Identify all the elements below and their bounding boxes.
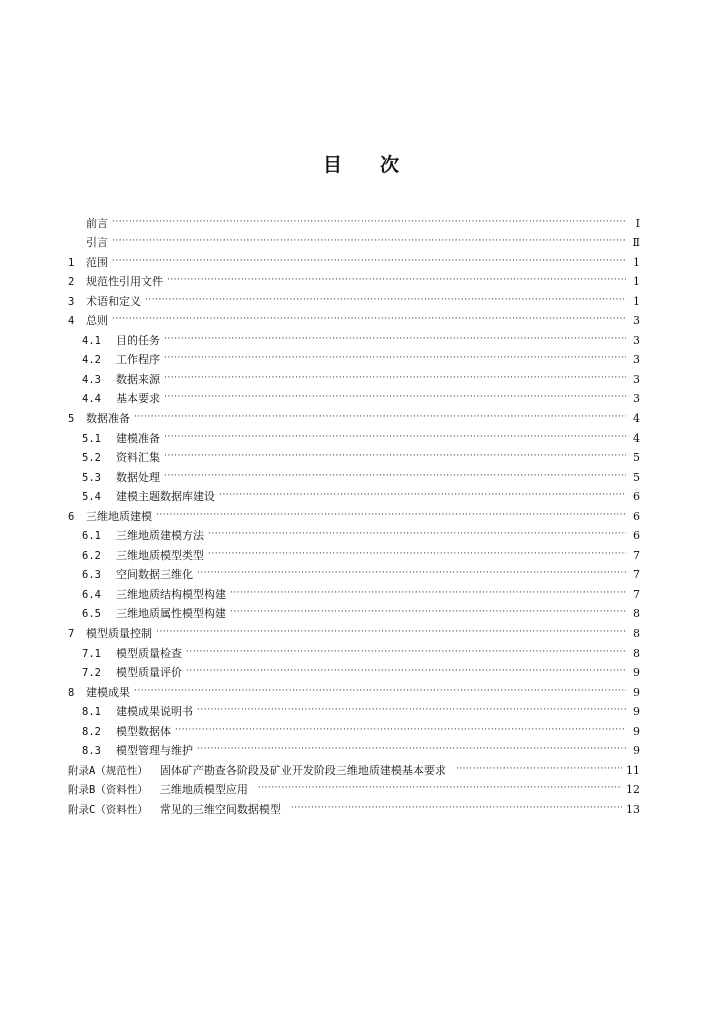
toc-dot-leader [164,371,626,385]
toc-entry-label: 前言 [86,216,108,230]
toc-entry-number: 5.1 [82,432,101,445]
toc-entry-number: 8 [68,686,75,699]
toc-dot-leader [164,430,626,444]
toc-dot-leader [186,664,626,678]
toc-entry-page: 3 [633,392,640,406]
toc-entry-number: 6.5 [82,608,101,621]
toc-entry-label: 建模成果说明书 [116,705,193,719]
toc-entry-page: 9 [633,685,640,699]
toc-entry[interactable] [68,543,640,563]
toc-entry-page: Ⅰ [635,216,640,230]
toc-entry[interactable] [68,211,640,231]
toc-entry-page: 1 [633,255,640,269]
toc-dot-leader [134,410,626,424]
toc-entry-page: 3 [633,333,640,347]
toc-entry-page: 3 [633,314,640,328]
toc-entry[interactable] [68,641,640,661]
toc-entry[interactable] [68,289,640,309]
toc-dot-leader [134,684,626,698]
toc-entry-label: 工作程序 [116,353,160,367]
toc-dot-leader [197,703,626,717]
toc-dot-leader [186,645,626,659]
toc-entry-number: 附录A（规范性） [68,764,148,777]
toc-entry[interactable] [68,406,640,426]
toc-entry-label: 建模准备 [116,431,160,445]
toc-entry[interactable] [68,250,640,270]
toc-entry[interactable] [68,446,640,466]
toc-dot-leader [208,527,626,541]
toc-entry[interactable] [68,348,640,368]
toc-entry-number: 4 [68,315,75,328]
toc-entry-label: 数据处理 [116,470,160,484]
toc-entry-label: 三维地质建模方法 [116,529,204,543]
toc-entry-label: 术语和定义 [86,294,141,308]
toc-entry-label: 模型质量检查 [116,646,182,660]
toc-entry-number: 5.3 [82,471,101,484]
toc-title-char-1: 目 [322,154,344,176]
toc-entry-label: 三维地质建模 [86,509,152,523]
toc-entry-number: 6.3 [82,569,101,582]
toc-dot-leader [456,762,622,776]
toc-entry-page: 11 [626,763,640,777]
toc-entry-label: 三维地质属性模型构建 [116,607,226,621]
toc-dot-leader [219,488,626,502]
toc-dot-leader [230,586,626,600]
toc-entry-label: 模型质量控制 [86,627,152,641]
toc-dot-leader [164,469,626,483]
toc-entry[interactable] [68,524,640,544]
toc-entry-number: 7.1 [82,647,101,660]
toc-dot-leader [258,781,622,795]
toc-entry-label: 常见的三维空间数据模型 [159,802,281,816]
toc-entry-number: 7.2 [82,667,101,680]
toc-entry[interactable] [68,582,640,602]
toc-title [0,150,724,177]
toc-entry-number: 4.4 [82,393,101,406]
toc-entry-page: 8 [633,646,640,660]
toc-entry-number: 5.2 [82,452,101,465]
toc-entry[interactable] [68,504,640,524]
toc-entry[interactable] [68,465,640,485]
toc-dot-leader [156,508,626,522]
toc-entry[interactable] [68,485,640,505]
toc-entry-page: 4 [633,412,640,426]
toc-entry-number: 4.1 [82,334,101,347]
toc-entry-number: 附录C（资料性） [68,803,148,816]
toc-dot-leader [164,390,626,404]
toc-entry-page: 9 [633,705,640,719]
toc-dot-leader [164,332,626,346]
toc-entry[interactable] [68,778,640,798]
toc-dot-leader [230,605,626,619]
toc-entry-label: 资料汇集 [116,451,160,465]
toc-entry[interactable] [68,719,640,739]
toc-entry[interactable] [68,328,640,348]
toc-entry[interactable] [68,661,640,681]
toc-entry-label: 三维地质结构模型构建 [116,587,226,601]
toc-entry-label: 目的任务 [116,333,160,347]
toc-entry-label: 三维地质模型类型 [116,548,204,562]
toc-dot-leader [145,293,626,307]
toc-entry-page: Ⅱ [632,236,640,250]
toc-entry-page: 8 [633,607,640,621]
toc-entry[interactable] [68,426,640,446]
toc-entry-label: 数据准备 [86,412,130,426]
toc-entry[interactable] [68,739,640,759]
toc-entry-number: 6.1 [82,530,101,543]
toc-entry-label: 范围 [86,255,108,269]
toc-entry-number: 1 [68,256,75,269]
toc-entry-number: 6.2 [82,549,101,562]
toc-entry-page: 6 [633,490,640,504]
toc-entry[interactable] [68,758,640,778]
toc-entry-page: 12 [626,783,640,797]
toc-dot-leader [164,449,626,463]
toc-entry-page: 7 [633,548,640,562]
toc-list [68,211,640,817]
toc-entry-number: 6 [68,510,75,523]
toc-entry-number: 2 [68,276,75,289]
toc-entry-page: 5 [633,451,640,465]
toc-dot-leader [112,254,626,268]
toc-entry-number: 6.4 [82,588,101,601]
toc-entry-label: 建模主题数据库建设 [116,490,215,504]
toc-entry-number: 4.2 [82,354,101,367]
toc-entry[interactable] [68,797,640,817]
toc-entry-label: 固体矿产勘查各阶段及矿业开发阶段三维地质建模基本要求 [159,763,446,777]
toc-entry[interactable] [68,387,640,407]
toc-entry-page: 13 [626,802,640,816]
toc-entry-page: 9 [633,724,640,738]
toc-entry-label: 空间数据三维化 [116,568,193,582]
toc-entry[interactable] [68,231,640,251]
toc-entry-label: 模型数据体 [116,724,171,738]
toc-dot-leader [175,723,626,737]
toc-dot-leader [197,566,626,580]
toc-entry-number: 附录B（资料性） [68,784,148,797]
toc-entry-page: 5 [633,470,640,484]
toc-entry-page: 7 [633,568,640,582]
toc-entry[interactable] [68,270,640,290]
toc-dot-leader [208,547,626,561]
toc-entry[interactable] [68,563,640,583]
toc-entry-number: 4.3 [82,373,101,386]
toc-entry[interactable] [68,621,640,641]
toc-dot-leader [112,234,626,248]
toc-entry-label: 模型质量评价 [116,666,182,680]
toc-dot-leader [164,351,626,365]
toc-entry-label: 规范性引用文件 [86,275,163,289]
toc-entry[interactable] [68,309,640,329]
toc-dot-leader [291,801,622,815]
toc-entry[interactable] [68,367,640,387]
toc-entry[interactable] [68,700,640,720]
toc-entry-page: 1 [633,275,640,289]
toc-entry-number: 8.1 [82,706,101,719]
toc-entry-page: 7 [633,587,640,601]
toc-entry-label: 模型管理与维护 [116,744,193,758]
toc-entry-page: 6 [633,529,640,543]
toc-entry-page: 1 [633,294,640,308]
toc-entry-page: 9 [633,666,640,680]
toc-entry-page: 6 [633,509,640,523]
toc-entry-page: 3 [633,372,640,386]
toc-entry-label: 引言 [86,236,108,250]
toc-dot-leader [112,215,626,229]
toc-entry-number: 5 [68,413,75,426]
toc-entry-label: 建模成果 [86,685,130,699]
toc-title-char-2: 次 [380,154,402,176]
toc-entry-number: 8.2 [82,725,101,738]
toc-dot-leader [167,273,626,287]
toc-dot-leader [112,312,626,326]
toc-entry-label: 数据来源 [116,372,160,386]
toc-entry[interactable] [68,602,640,622]
toc-entry-number: 8.3 [82,745,101,758]
toc-entry-page: 8 [633,627,640,641]
toc-entry-label: 三维地质模型应用 [159,783,248,797]
toc-entry-number: 3 [68,295,75,308]
toc-entry-page: 4 [633,431,640,445]
toc-entry-label: 基本要求 [116,392,160,406]
toc-entry-number: 7 [68,628,75,641]
toc-entry-number: 5.4 [82,491,101,504]
toc-entry[interactable] [68,680,640,700]
toc-dot-leader [156,625,626,639]
toc-entry-page: 3 [633,353,640,367]
toc-entry-page: 9 [633,744,640,758]
toc-entry-label: 总则 [86,314,108,328]
toc-dot-leader [197,742,626,756]
